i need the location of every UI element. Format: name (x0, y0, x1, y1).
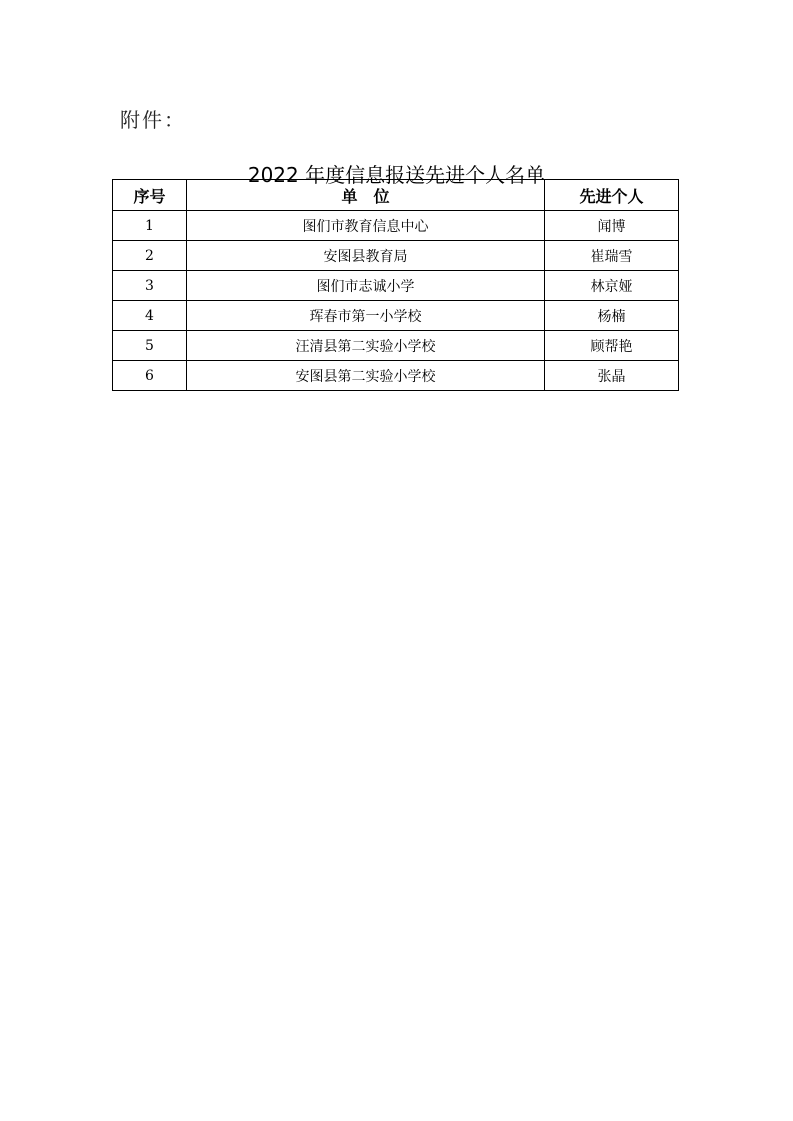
row-index: 4 (113, 301, 187, 331)
header-person: 先进个人 (545, 180, 679, 211)
attachment-label: 附件： (120, 108, 186, 132)
row-person: 张晶 (545, 361, 679, 391)
honor-list-table (112, 179, 679, 391)
table-row (113, 271, 679, 301)
row-index: 2 (113, 241, 187, 271)
row-index: 6 (113, 361, 187, 391)
table-row (113, 211, 679, 241)
header-unit: 单 位 (187, 180, 545, 211)
row-index: 3 (113, 271, 187, 301)
table-row (113, 241, 679, 271)
table-row (113, 301, 679, 331)
row-person: 林京娅 (545, 271, 679, 301)
row-unit: 安图县教育局 (187, 241, 545, 271)
table-row (113, 361, 679, 391)
table-row (113, 331, 679, 361)
document-title: 2022 年度信息报送先进个人名单 (247, 163, 546, 188)
header-index: 序号 (113, 180, 187, 211)
row-unit: 图们市教育信息中心 (187, 211, 545, 241)
row-person: 闻博 (545, 211, 679, 241)
row-unit: 图们市志诚小学 (187, 271, 545, 301)
row-person: 崔瑞雪 (545, 241, 679, 271)
table-header-row (113, 180, 679, 211)
row-unit: 安图县第二实验小学校 (187, 361, 545, 391)
row-person: 顾帮艳 (545, 331, 679, 361)
row-unit: 汪清县第二实验小学校 (187, 331, 545, 361)
row-index: 1 (113, 211, 187, 241)
row-person: 杨楠 (545, 301, 679, 331)
row-unit: 珲春市第一小学校 (187, 301, 545, 331)
row-index: 5 (113, 331, 187, 361)
